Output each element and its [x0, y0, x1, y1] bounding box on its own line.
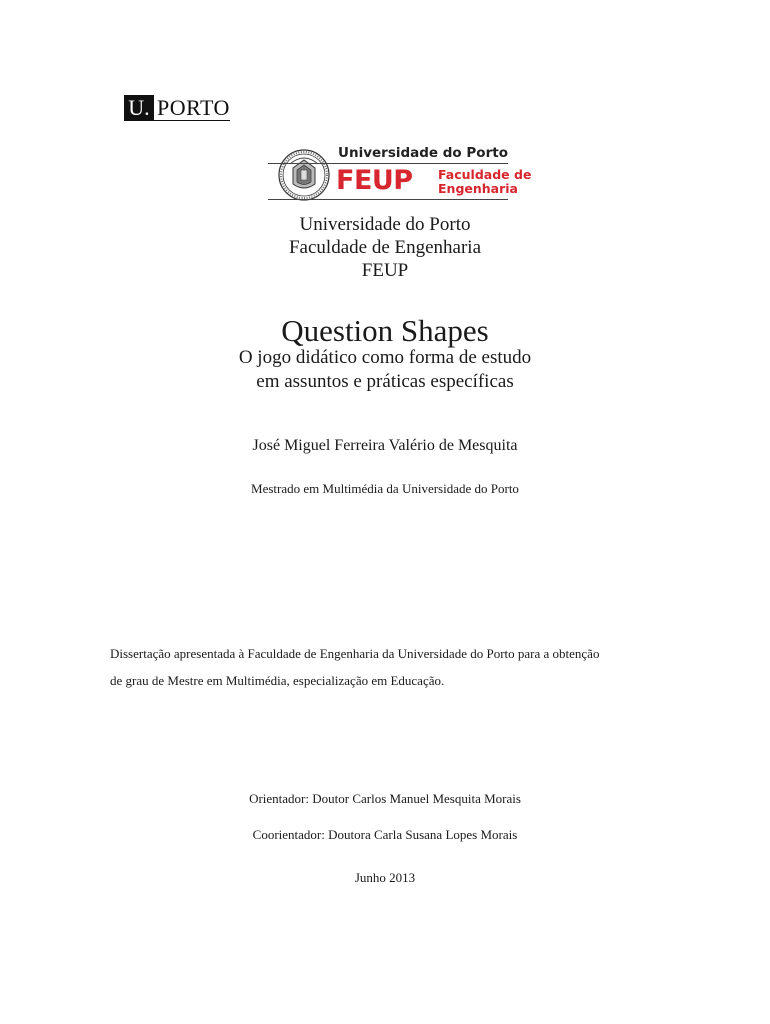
author-name: José Miguel Ferreira Valério de Mesquita: [252, 437, 518, 454]
institution-line-3: FEUP: [361, 260, 409, 281]
uporto-logo-word: PORTO: [154, 95, 230, 121]
program-name: Mestrado em Multimédia da Universidade do Porto: [251, 481, 519, 496]
dissertation-statement: [110, 640, 670, 694]
subtitle-line-1: O jogo didático como forma de estudo: [238, 347, 532, 368]
subtitle-line-2: em assuntos e práticas específicas: [256, 371, 514, 392]
dissertation-line-1: Dissertação apresentada à Faculdade de Engenharia da Universidade do Porto para a obtenção: [110, 646, 600, 661]
advisor: Orientador: Doutor Carlos Manuel Mesquita Morais: [249, 791, 521, 806]
institution-line-2: Faculdade de Engenharia: [288, 237, 482, 258]
coadvisor: Coorientador: Doutora Carla Susana Lopes Morais: [252, 827, 518, 842]
submission-date: Junho 2013: [354, 870, 416, 885]
feup-logo-faculty-line1: Faculdade de: [438, 167, 532, 182]
dissertation-line-2: de grau de Mestre em Multimédia, especialização em Educação.: [110, 673, 445, 688]
feup-logo-acronym: FEUP: [336, 165, 413, 196]
uporto-logo-box: U.: [124, 95, 154, 121]
institution-line-1: Universidade do Porto: [299, 214, 471, 235]
uporto-logo: [124, 95, 230, 121]
university-seal-icon: [276, 148, 332, 202]
feup-logo-rule-bottom: [268, 199, 508, 200]
document-title: Question Shapes: [281, 313, 489, 348]
feup-logo-faculty-line2: Engenharia: [438, 181, 518, 196]
feup-logo-university: Universidade do Porto: [338, 145, 508, 161]
feup-logo: [268, 145, 532, 202]
